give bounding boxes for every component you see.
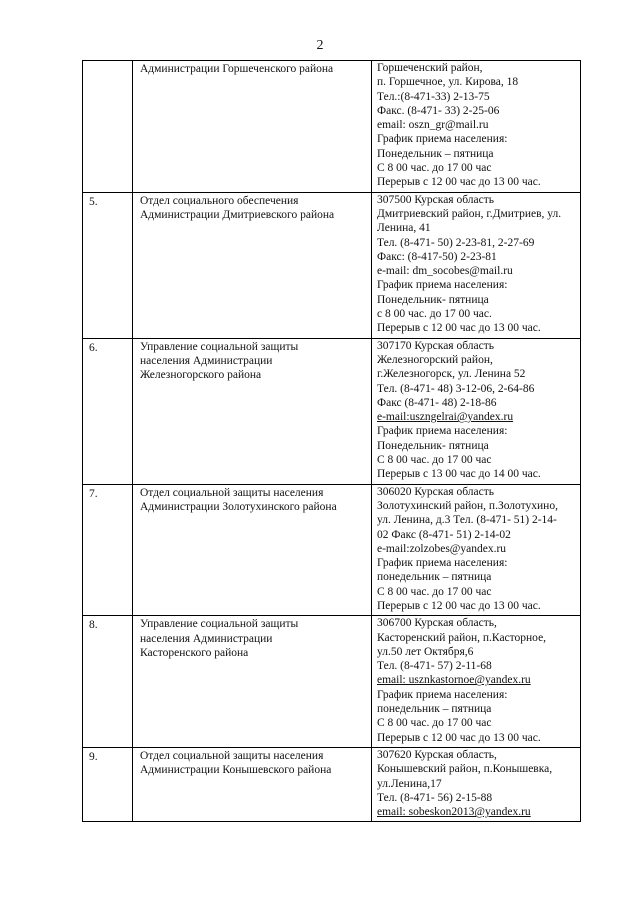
address-line: График приема населения:	[377, 557, 508, 570]
table-row	[83, 616, 581, 748]
organization-name-line: Администрации Конышевского района	[140, 764, 332, 777]
address-cell	[372, 747, 581, 821]
organization-cell	[133, 616, 372, 748]
organization-name-line: населения Администрации	[140, 354, 273, 367]
row-number: 5.	[89, 195, 98, 208]
organization-cell	[133, 338, 372, 484]
organization-name-line: Администрации Горшеченского района	[140, 63, 334, 75]
row-number-cell	[83, 61, 133, 193]
address-line: График приема населения:	[377, 688, 508, 701]
address-line: ул.Ленина,17	[377, 777, 442, 790]
address-line: Тел.:(8-471-33) 2-13-75	[377, 90, 490, 103]
address-line: График приема населения:	[377, 133, 508, 146]
organization-name-line: населения Администрации	[140, 632, 273, 645]
address-line: г.Железногорск, ул. Ленина 52	[377, 368, 526, 381]
contacts-table	[82, 60, 581, 822]
address-line: График приема населения:	[377, 279, 508, 292]
organization-cell	[133, 192, 372, 338]
page-number: 2	[316, 38, 324, 53]
address-line: Ленина, 41	[377, 222, 431, 235]
organization-name-line: Управление социальной защиты	[140, 340, 299, 353]
organization-name-line: Администрации Дмитриевского района	[140, 208, 335, 221]
row-number: 8.	[89, 619, 98, 632]
address-line: Тел. (8-471- 56) 2-15-88	[377, 791, 493, 804]
row-number: 9.	[89, 750, 98, 763]
table-row	[83, 747, 581, 821]
email-line: email: sobeskon2013@yandex.ru	[377, 806, 531, 819]
address-line: Тел. (8-471- 57) 2-11-68	[377, 660, 492, 673]
address-line: Тел. (8-471- 50) 2-23-81, 2-27-69	[377, 236, 535, 249]
table-row	[83, 61, 581, 193]
address-line: С 8 00 час. до 17 00 час	[377, 454, 492, 467]
address-line: Дмитриевский район, г.Дмитриев, ул.	[377, 207, 562, 220]
address-line: Перерыв с 12 00 час до 13 00 час.	[377, 176, 541, 189]
address-line: ул.50 лет Октября,6	[377, 645, 474, 658]
address-line: 306020 Курская область	[377, 485, 494, 498]
organization-name-line: Администрации Золотухинского района	[140, 500, 337, 513]
row-number	[83, 61, 132, 63]
address-cell	[372, 616, 581, 748]
row-number-cell	[83, 338, 133, 484]
address-cell	[372, 338, 581, 484]
address-line: Перерыв с 12 00 час до 13 00 час.	[377, 731, 541, 744]
organization-name-line: Отдел социальной защиты населения	[140, 486, 324, 499]
contacts-table-body	[83, 61, 581, 822]
address-line: Горшеченский район,	[377, 62, 483, 74]
address-line: 307170 Курская область	[377, 339, 494, 352]
address-line: С 8 00 час. до 17 00 час	[377, 717, 492, 730]
address-line: с 8 00 час. до 17 00 час.	[377, 308, 492, 321]
address-line: С 8 00 час. до 17 00 час	[377, 585, 492, 598]
address-cell	[372, 484, 581, 616]
address-line: Перерыв с 12 00 час до 13 00 час.	[377, 322, 541, 335]
address-line: С 8 00 час. до 17 00 час	[377, 162, 492, 175]
email-line: e-mail: dm_socobes@mail.ru	[377, 265, 513, 278]
address-line: Железногорский район,	[377, 353, 493, 366]
address-line: Факс: (8-417-50) 2-23-81	[377, 250, 497, 263]
address-line: Понедельник – пятница	[377, 147, 494, 160]
address-cell	[372, 192, 581, 338]
table-row	[83, 484, 581, 616]
address-line: Тел. (8-471- 48) 3-12-06, 2-64-86	[377, 382, 535, 395]
organization-name-line: Железногорского района	[140, 369, 262, 382]
row-number-cell	[83, 484, 133, 616]
row-number: 6.	[89, 341, 98, 354]
address-line: Конышевский район, п.Конышевка,	[377, 763, 553, 776]
email-line: email: oszn_gr@mail.ru	[377, 119, 489, 132]
table-row	[83, 338, 581, 484]
row-number-cell	[83, 192, 133, 338]
table-row	[83, 192, 581, 338]
address-line: Понедельник- пятница	[377, 439, 489, 452]
address-line: Касторенский район, п.Касторное,	[377, 631, 547, 644]
row-number-cell	[83, 616, 133, 748]
organization-cell	[133, 61, 372, 193]
row-number: 7.	[89, 487, 98, 500]
address-line: 307500 Курская область	[377, 193, 494, 206]
organization-cell	[133, 747, 372, 821]
row-number-cell	[83, 747, 133, 821]
address-line: Факс. (8-471- 33) 2-25-06	[377, 104, 500, 117]
address-line: ул. Ленина, д.3 Тел. (8-471- 51) 2-14-	[377, 514, 557, 527]
address-line: 02 Факс (8-471- 51) 2-14-02	[377, 528, 511, 541]
email-line: e-mail:uszngelrai@yandex.ru	[377, 411, 514, 424]
address-line: График приема населения:	[377, 425, 508, 438]
organization-name-line: Отдел социальной защиты населения	[140, 749, 324, 762]
address-line: 306700 Курская область,	[377, 617, 497, 630]
organization-name-line: Управление социальной защиты	[140, 618, 299, 631]
organization-name-line: Касторенского района	[140, 646, 249, 659]
address-line: Перерыв с 12 00 час до 13 00 час.	[377, 599, 541, 612]
address-line: 307620 Курская область,	[377, 748, 497, 761]
address-line: понедельник – пятница	[377, 571, 492, 584]
address-line: Перерыв с 13 00 час до 14 00 час.	[377, 468, 541, 481]
address-line: Золотухинский район, п.Золотухино,	[377, 499, 558, 512]
address-cell	[372, 61, 581, 193]
email-line: email: usznkastornoe@yandex.ru	[377, 674, 531, 687]
email-line: e-mail:zolzobes@yandex.ru	[377, 542, 507, 555]
address-line: п. Горшечное, ул. Кирова, 18	[377, 76, 519, 89]
organization-name-line: Отдел социального обеспечения	[140, 194, 299, 207]
address-line: понедельник – пятница	[377, 703, 492, 716]
organization-cell	[133, 484, 372, 616]
address-line: Факс (8-471- 48) 2-18-86	[377, 396, 497, 409]
address-line: Понедельник- пятница	[377, 293, 489, 306]
